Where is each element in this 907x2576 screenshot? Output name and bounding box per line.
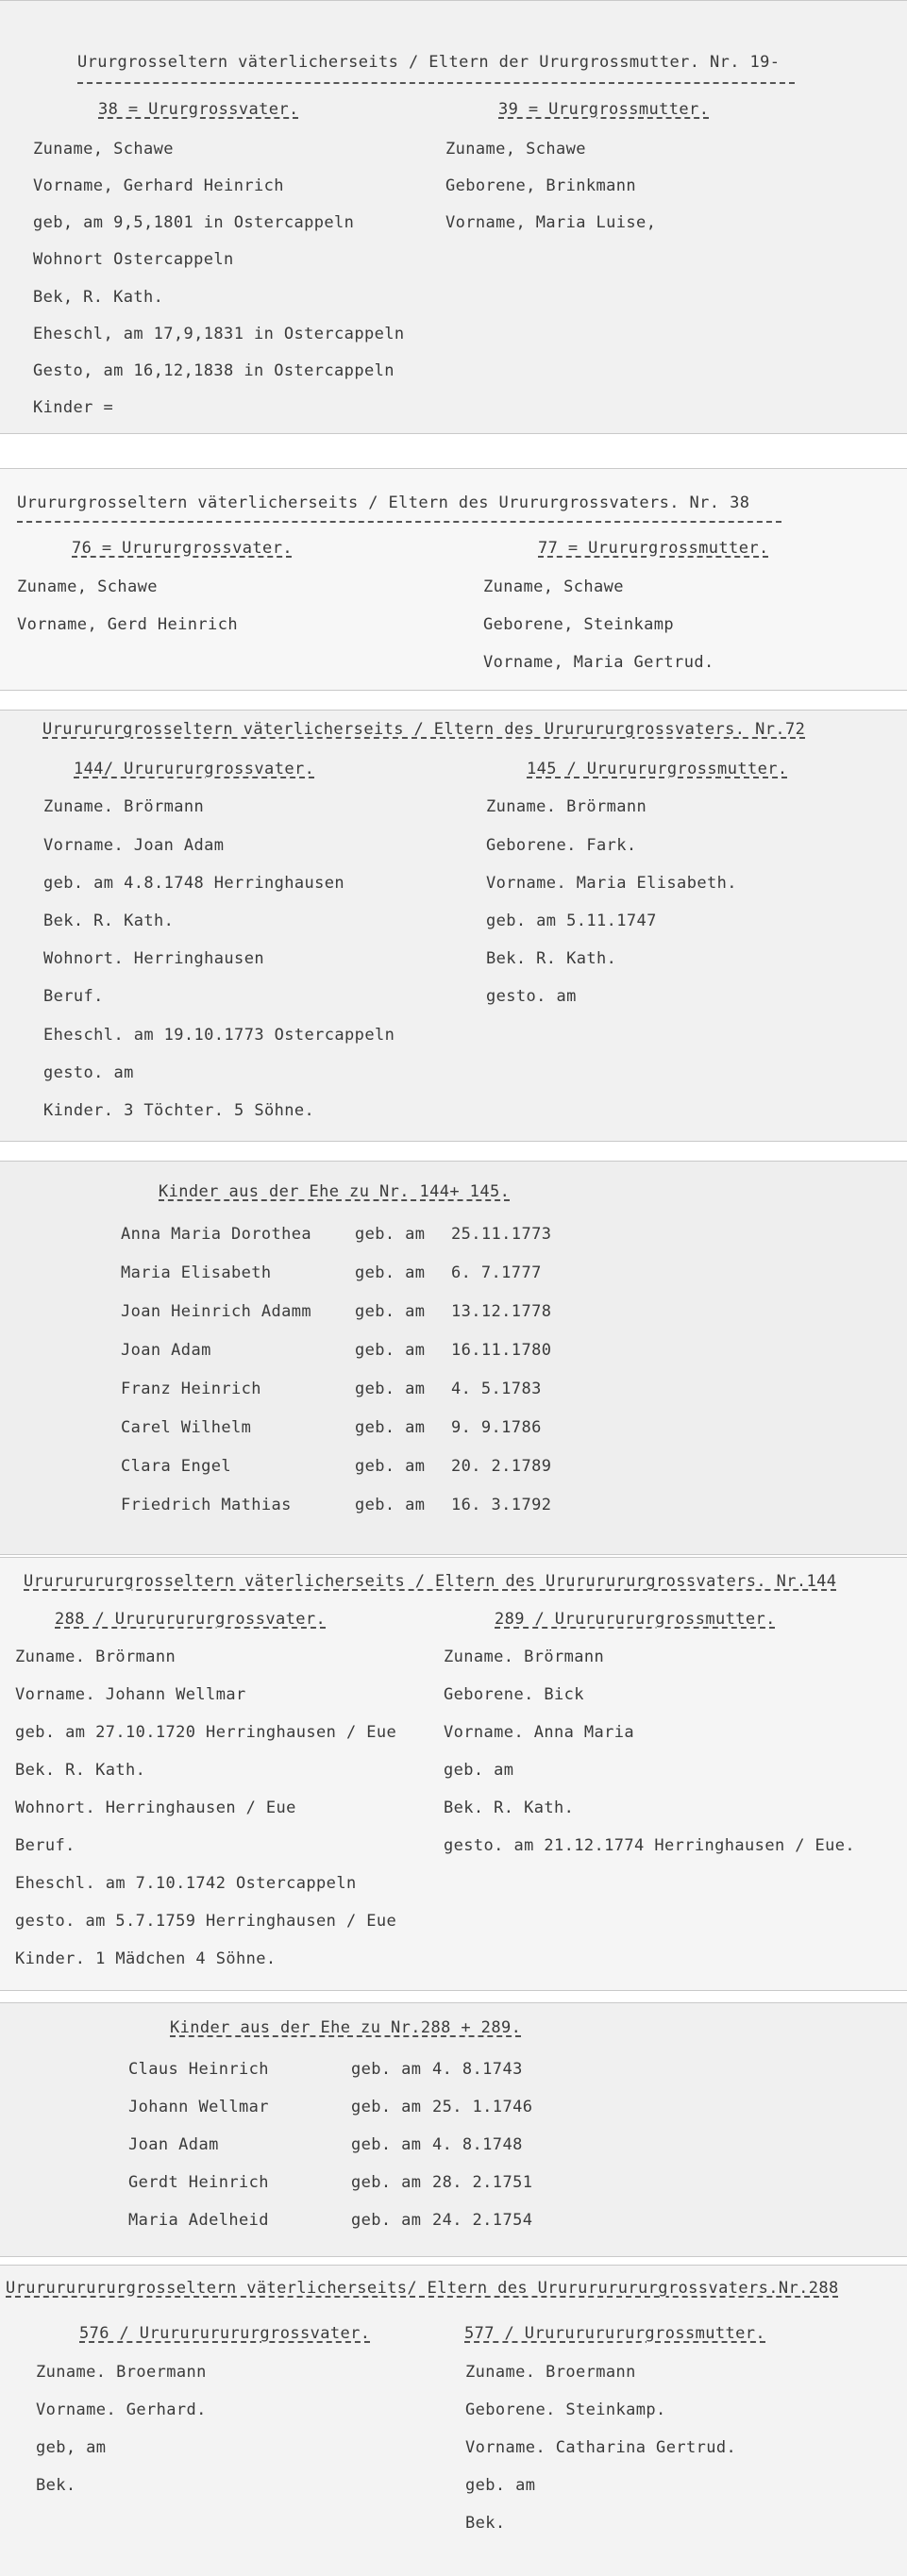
father-field: gesto. am 5.7.1759 Herringhausen / Eue	[15, 1912, 397, 1931]
child-name: Franz Heinrich	[121, 1380, 261, 1398]
mother-field: Zuname. Broermann	[465, 2363, 636, 2382]
children-card-144-145	[0, 1161, 907, 1555]
father-field: Zuname. Broermann	[36, 2363, 207, 2382]
child-birth-date: 13.12.1778	[451, 1302, 552, 1321]
child-birth-date: 4. 5.1783	[451, 1380, 542, 1398]
section-title: Kinder aus der Ehe zu Nr.288 + 289.	[170, 2018, 522, 2037]
mother-heading: 577 / Ururururururgrossmutter.	[464, 2324, 766, 2343]
child-birth-date: 9. 9.1786	[451, 1418, 542, 1437]
section-title: Urururgrosseltern väterlicherseits / Eltern des Urururgrossvaters. Nr. 38	[17, 493, 750, 512]
child-birth-date: 20. 2.1789	[451, 1457, 552, 1476]
child-geb-label: geb. am	[355, 1225, 426, 1244]
father-heading: 288 / Urururururgrossvater.	[55, 1610, 327, 1629]
child-geb-label: geb. am	[351, 2060, 422, 2079]
section-title: Ururgrosseltern väterlicherseits / Eltern der Ururgrossmutter. Nr. 19-	[77, 53, 781, 72]
father-field: geb. am 4.8.1748 Herringhausen	[43, 874, 345, 893]
father-field: Bek.	[36, 2476, 76, 2495]
child-geb-label: geb. am	[355, 1380, 426, 1398]
child-birth-date: 24. 2.1754	[432, 2211, 533, 2230]
record-card-nr144	[0, 1557, 907, 1991]
father-heading: 76 = Urururgrossvater.	[72, 539, 293, 558]
child-name: Joan Adam	[128, 2135, 219, 2154]
section-title: Ururururururgrosseltern väterlicherseits/ Eltern des Ururururururgrossvaters.Nr.288	[6, 2279, 839, 2298]
mother-field: Geborene, Steinkamp	[483, 615, 675, 634]
father-field: geb. am 27.10.1720 Herringhausen / Eue	[15, 1723, 397, 1742]
child-birth-date: 4. 8.1743	[432, 2060, 523, 2079]
record-card-nr19	[0, 0, 907, 434]
section-title: Urururururgrosseltern väterlicherseits / Eltern des Urururururgrossvaters. Nr.144	[24, 1572, 837, 1591]
father-field: Vorname, Gerd Heinrich	[17, 615, 238, 634]
child-geb-label: geb. am	[351, 2135, 422, 2154]
child-birth-date: 28. 2.1751	[432, 2173, 533, 2192]
child-name: Gerdt Heinrich	[128, 2173, 269, 2192]
child-birth-date: 16. 3.1792	[451, 1496, 552, 1514]
mother-field: gesto. am 21.12.1774 Herringhausen / Eue.	[444, 1836, 856, 1855]
child-geb-label: geb. am	[355, 1341, 426, 1360]
father-field: Bek. R. Kath.	[15, 1761, 146, 1780]
father-field: Vorname. Gerhard.	[36, 2400, 207, 2419]
mother-field: geb. am 5.11.1747	[486, 912, 657, 930]
child-name: Joan Adam	[121, 1341, 211, 1360]
record-card-nr38	[0, 468, 907, 691]
mother-field: Geborene. Bick	[444, 1685, 584, 1704]
section-title: Ururururgrosseltern väterlicherseits / Eltern des Ururururgrossvaters. Nr.72	[42, 720, 806, 739]
father-field: gesto. am	[43, 1063, 134, 1082]
father-field: Eheschl, am 17,9,1831 in Ostercappeln	[33, 325, 405, 343]
child-name: Claus Heinrich	[128, 2060, 269, 2079]
record-card-nr288	[0, 2265, 907, 2576]
father-field: Kinder. 1 Mädchen 4 Söhne.	[15, 1949, 277, 1968]
father-field: Vorname, Gerhard Heinrich	[33, 176, 284, 195]
mother-field: geb. am	[444, 1761, 514, 1780]
mother-field: Vorname. Anna Maria	[444, 1723, 635, 1742]
title-dash-line	[77, 82, 795, 84]
mother-field: Vorname. Catharina Gertrud.	[465, 2438, 737, 2457]
mother-field: Zuname. Brörmann	[444, 1648, 605, 1666]
child-name: Friedrich Mathias	[121, 1496, 292, 1514]
father-field: Bek. R. Kath.	[43, 912, 175, 930]
father-heading: 576 / Ururururururgrossvater.	[79, 2324, 371, 2343]
child-name: Maria Adelheid	[128, 2211, 269, 2230]
child-geb-label: geb. am	[355, 1418, 426, 1437]
child-name: Clara Engel	[121, 1457, 231, 1476]
child-geb-label: geb. am	[351, 2098, 422, 2116]
child-name: Joan Heinrich Adamm	[121, 1302, 312, 1321]
section-title: Kinder aus der Ehe zu Nr. 144+ 145.	[159, 1182, 511, 1201]
title-dash-line	[17, 521, 781, 523]
mother-field: Zuname. Brörmann	[486, 797, 647, 816]
father-field: Gesto, am 16,12,1838 in Ostercappeln	[33, 361, 395, 380]
child-name: Maria Elisabeth	[121, 1263, 272, 1282]
mother-heading: 39 = Ururgrossmutter.	[498, 100, 710, 119]
mother-field: Zuname, Schawe	[483, 577, 624, 596]
child-geb-label: geb. am	[355, 1496, 426, 1514]
mother-field: gesto. am	[486, 987, 577, 1006]
father-field: Kinder. 3 Töchter. 5 Söhne.	[43, 1101, 315, 1120]
mother-field: Geborene, Brinkmann	[445, 176, 637, 195]
father-field: Wohnort. Herringhausen / Eue	[15, 1798, 296, 1817]
father-field: Beruf.	[43, 987, 104, 1006]
father-field: Zuname, Schawe	[33, 140, 174, 159]
father-field: Zuname. Brörmann	[43, 797, 205, 816]
child-birth-date: 25.11.1773	[451, 1225, 552, 1244]
mother-field: Bek. R. Kath.	[486, 949, 617, 968]
mother-field: Bek. R. Kath.	[444, 1798, 575, 1817]
child-birth-date: 4. 8.1748	[432, 2135, 523, 2154]
mother-field: Zuname, Schawe	[445, 140, 586, 159]
mother-field: geb. am	[465, 2476, 536, 2495]
father-field: Bek, R. Kath.	[33, 288, 164, 307]
child-geb-label: geb. am	[355, 1457, 426, 1476]
father-field: geb, am 9,5,1801 in Ostercappeln	[33, 213, 355, 232]
mother-heading: 77 = Urururgrossmutter.	[538, 539, 769, 558]
mother-heading: 145 / Ururururgrossmutter.	[527, 760, 788, 778]
mother-heading: 289 / Urururururgrossmutter.	[495, 1610, 776, 1629]
child-geb-label: geb. am	[351, 2211, 422, 2230]
father-field: Vorname. Joan Adam	[43, 836, 225, 855]
child-birth-date: 25. 1.1746	[432, 2098, 533, 2116]
child-geb-label: geb. am	[355, 1302, 426, 1321]
father-field: Zuname. Brörmann	[15, 1648, 176, 1666]
mother-field: Vorname. Maria Elisabeth.	[486, 874, 737, 893]
child-birth-date: 6. 7.1777	[451, 1263, 542, 1282]
mother-field: Geborene. Steinkamp.	[465, 2400, 666, 2419]
child-name: Carel Wilhelm	[121, 1418, 252, 1437]
mother-field: Vorname, Maria Gertrud.	[483, 653, 714, 672]
child-name: Johann Wellmar	[128, 2098, 269, 2116]
father-field: Eheschl. am 7.10.1742 Ostercappeln	[15, 1874, 357, 1893]
child-name: Anna Maria Dorothea	[121, 1225, 312, 1244]
father-field: Kinder =	[33, 398, 114, 417]
father-field: Zuname, Schawe	[17, 577, 158, 596]
mother-field: Geborene. Fark.	[486, 836, 637, 855]
father-field: Beruf.	[15, 1836, 76, 1855]
mother-field: Bek.	[465, 2514, 506, 2533]
child-geb-label: geb. am	[351, 2173, 422, 2192]
father-field: Eheschl. am 19.10.1773 Ostercappeln	[43, 1026, 395, 1045]
child-geb-label: geb. am	[355, 1263, 426, 1282]
record-card-nr72	[0, 710, 907, 1142]
father-heading: 38 = Ururgrossvater.	[98, 100, 299, 119]
children-card-288-289	[0, 2002, 907, 2257]
father-field: Vorname. Johann Wellmar	[15, 1685, 246, 1704]
father-field: Wohnort Ostercappeln	[33, 250, 234, 269]
father-heading: 144/ Ururururgrossvater.	[74, 760, 315, 778]
father-field: Wohnort. Herringhausen	[43, 949, 264, 968]
mother-field: Vorname, Maria Luise,	[445, 213, 657, 232]
father-field: geb, am	[36, 2438, 107, 2457]
child-birth-date: 16.11.1780	[451, 1341, 552, 1360]
